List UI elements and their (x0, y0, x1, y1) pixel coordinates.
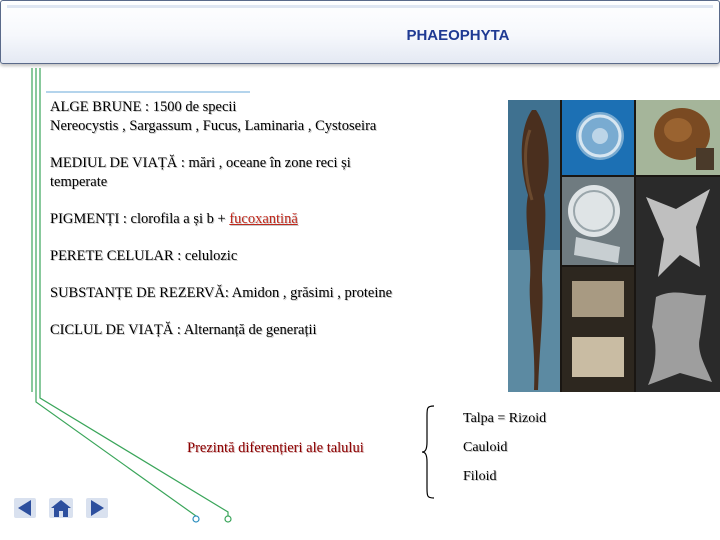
next-slide-button[interactable] (86, 498, 108, 518)
thallus-part-rhizoid: Talpa = Rizoid (463, 411, 547, 426)
genera-line: Nereocystis , Sargassum , Fucus, Laminaria , Cystoseira (50, 118, 377, 134)
dark-algae-micrograph (562, 267, 634, 392)
slide-title: PHAEOPHYTA (406, 27, 510, 44)
thallus-differentiation-label: Prezintă diferențieri ale talului (187, 440, 364, 456)
home-button[interactable] (49, 498, 73, 518)
cell-wall-line: PERETE CELULAR : celulozic (50, 248, 238, 264)
fucoxanthin-link[interactable]: fucoxantină (229, 211, 298, 227)
circuit-node (225, 516, 231, 522)
previous-slide-button[interactable] (14, 498, 36, 518)
left-brace (421, 404, 437, 500)
cross-shaped-diatom-micrograph (636, 177, 720, 392)
habitat-line-continued: temperate (50, 174, 108, 190)
brown-spheroid-micrograph (636, 100, 720, 175)
habitat-line: MEDIUL DE VIAȚĂ : mări , oceane în zone reci și (50, 155, 351, 171)
life-cycle-line: CICLUL DE VIAȚĂ : Alternanță de generații (50, 322, 317, 338)
species-line: ALGE BRUNE : 1500 de specii (50, 99, 237, 115)
thallus-part-phylloid: Filoid (463, 469, 497, 484)
circuit-node (193, 516, 199, 522)
thallus-part-cauloid: Cauloid (463, 440, 508, 455)
reserve-substances-line: SUBSTANȚE DE REZERVĂ: Amidon , grăsimi , proteine (50, 285, 393, 301)
brown-alga-stipe-photo (508, 100, 560, 392)
content-block (50, 98, 510, 340)
pigments-text: PIGMENȚI : clorofila a și b + (50, 211, 230, 227)
algae-photo-collage (508, 100, 720, 392)
pigments-line (50, 210, 510, 229)
diatom-shell-micrograph (562, 177, 634, 265)
round-cell-micrograph (562, 100, 634, 175)
